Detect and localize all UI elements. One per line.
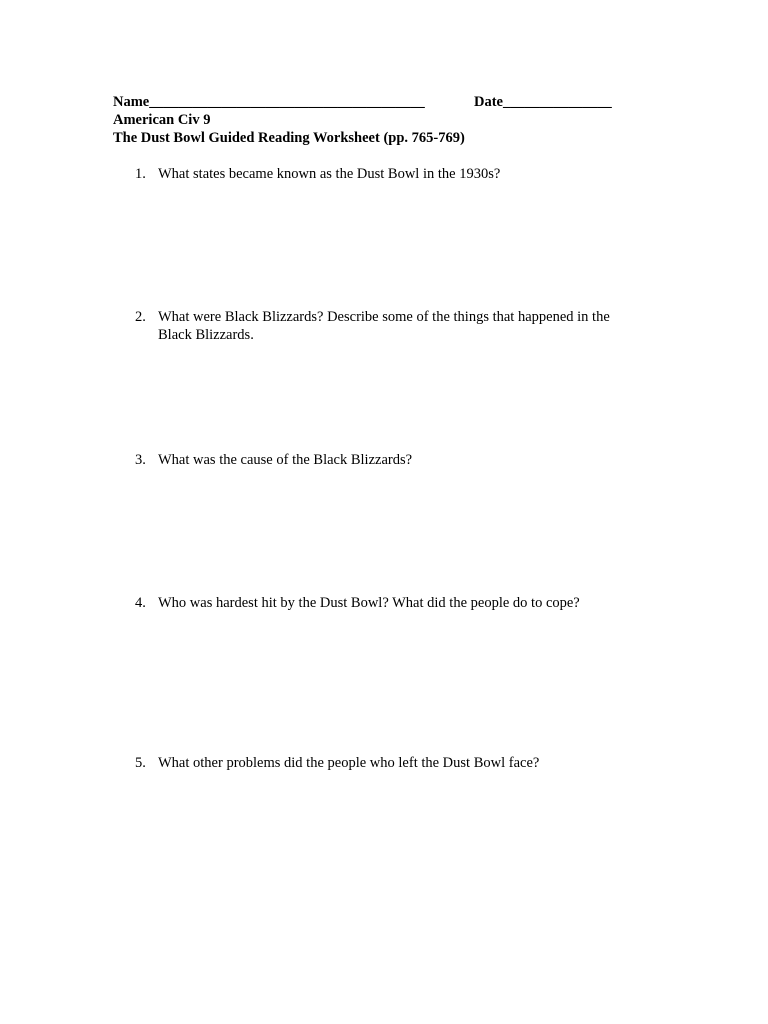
question-text: What other problems did the people who left the Dust Bowl face? xyxy=(158,755,540,771)
worksheet-title: The Dust Bowl Guided Reading Worksheet (pp. 765-769) xyxy=(113,130,465,146)
question-text: What was the cause of the Black Blizzards? xyxy=(158,452,413,468)
date-field: Date_______________ xyxy=(474,94,612,110)
name-field: Name______________________________________ xyxy=(113,94,425,110)
question-number: 2. xyxy=(135,309,146,325)
question-text: What were Black Blizzards? Describe some of the things that happened in the Black Blizzards. xyxy=(158,309,610,343)
question-number: 5. xyxy=(135,755,146,771)
course-label: American Civ 9 xyxy=(113,112,211,128)
question-number: 1. xyxy=(135,166,146,182)
question-text: Who was hardest hit by the Dust Bowl? What did the people do to cope? xyxy=(158,595,580,611)
question-number: 3. xyxy=(135,452,146,468)
question-text: What states became known as the Dust Bowl in the 1930s? xyxy=(158,166,501,182)
question-number: 4. xyxy=(135,595,146,611)
